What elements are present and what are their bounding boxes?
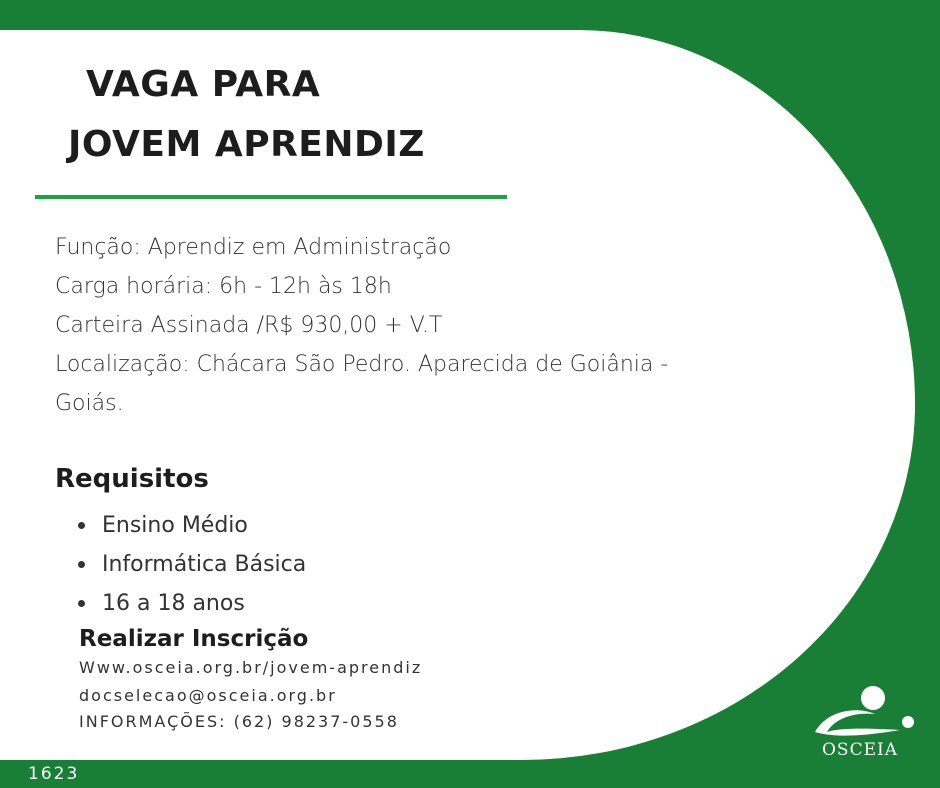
bullet-icon <box>78 600 85 607</box>
requirements-list <box>78 506 306 623</box>
requirement-item <box>78 584 306 623</box>
bullet-icon <box>78 561 85 568</box>
inscription-heading: Realizar Inscrição <box>79 626 309 652</box>
contact-url-link[interactable]: Www.osceia.org.br/jovem-aprendiz <box>79 658 423 677</box>
detail-location: Localização: Chácara São Pedro. Aparecida de Goiânia - <box>55 352 669 377</box>
logo-text: OSCEIA <box>822 740 898 760</box>
job-details <box>55 228 815 423</box>
detail-hours: Carga horária: 6h - 12h às 18h <box>55 274 392 299</box>
post-code: 1623 <box>28 764 80 784</box>
title-divider <box>35 195 507 199</box>
requirement-item <box>78 545 306 584</box>
contact-email-link[interactable]: docselecao@osceia.org.br <box>79 686 337 705</box>
requirement-label: Ensino Médio <box>102 513 248 538</box>
requirement-label: 16 a 18 anos <box>102 591 245 616</box>
requirement-label: Informática Básica <box>102 552 307 577</box>
detail-function: Função: Aprendiz em Administração <box>55 235 452 260</box>
title-line-2: JOVEM APRENDIZ <box>68 124 425 165</box>
bullet-icon <box>78 522 85 529</box>
title-line-1: VAGA PARA <box>86 64 321 105</box>
requirement-item <box>78 506 306 545</box>
detail-location-cont: Goiás. <box>55 391 124 416</box>
contact-phone: INFORMAÇÕES: (62) 98237-0558 <box>79 712 399 731</box>
detail-salary: Carteira Assinada /R$ 930,00 + V.T <box>55 313 443 338</box>
requirements-heading: Requisitos <box>55 464 209 494</box>
